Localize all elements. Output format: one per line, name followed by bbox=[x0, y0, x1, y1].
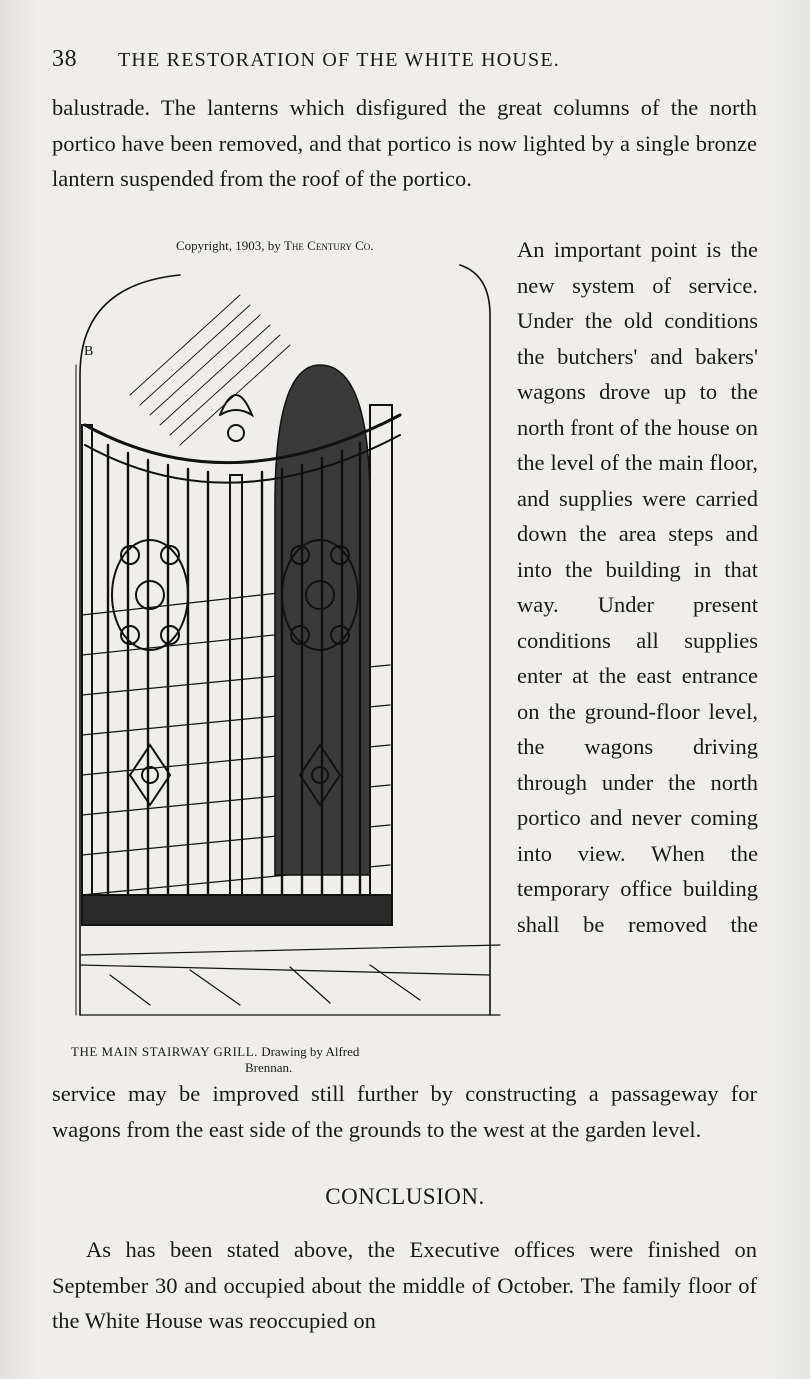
page-number: 38 bbox=[52, 46, 78, 72]
stairway-grill-illustration bbox=[70, 255, 510, 1040]
artist-monogram: B bbox=[84, 344, 94, 359]
copyright-text: Copyright, 1903, by bbox=[176, 238, 281, 253]
paragraph-top: balustrade. The lanterns which disfigured the great columns of the north portico have been removed, and that portico is now lighted by a single bronze lantern suspended from the roof of the portico. bbox=[52, 95, 757, 191]
page-header bbox=[52, 46, 692, 73]
caption-credit: Drawing by Alfred bbox=[261, 1044, 360, 1059]
figure-copyright bbox=[176, 238, 374, 254]
section-heading: CONCLUSION. bbox=[325, 1184, 485, 1209]
gate-center-post bbox=[230, 475, 242, 925]
gate-bars bbox=[108, 443, 360, 915]
paragraph-continued: service may be improved still further by constructing a passageway for wagons from the east side of the grounds to the west at the garden level. bbox=[52, 1081, 757, 1142]
floor bbox=[80, 945, 500, 1015]
running-head: THE RESTORATION OF THE WHITE HOUSE. bbox=[118, 49, 560, 71]
gate-bottom-rail bbox=[82, 895, 392, 925]
gate-post-left bbox=[82, 425, 92, 925]
caption-title: THE MAIN STAIRWAY GRILL. bbox=[71, 1044, 258, 1059]
wall-hatching bbox=[130, 295, 290, 445]
paragraph-final: As has been stated above, the Executive offices were finished on September 30 and occupied about the middle of October. The family floor of the White House was reoccupied on bbox=[52, 1237, 757, 1333]
copyright-holder: The Century Co. bbox=[283, 238, 374, 253]
caption-credit-name: Brennan. bbox=[245, 1060, 293, 1075]
side-column-text: An important point is the new system of service. Under the old conditions the butchers' and bakers' wagons drove up to the north front of the house on the level of the main floor, and supplies were carried down the area steps and into the building in that way. Under present conditions all supplies enter at the east entrance on the ground-floor level, the wagons driving through under the north portico and never coming into view. When the temporary office building shall be removed the bbox=[517, 237, 758, 937]
figure-caption bbox=[71, 1044, 507, 1076]
